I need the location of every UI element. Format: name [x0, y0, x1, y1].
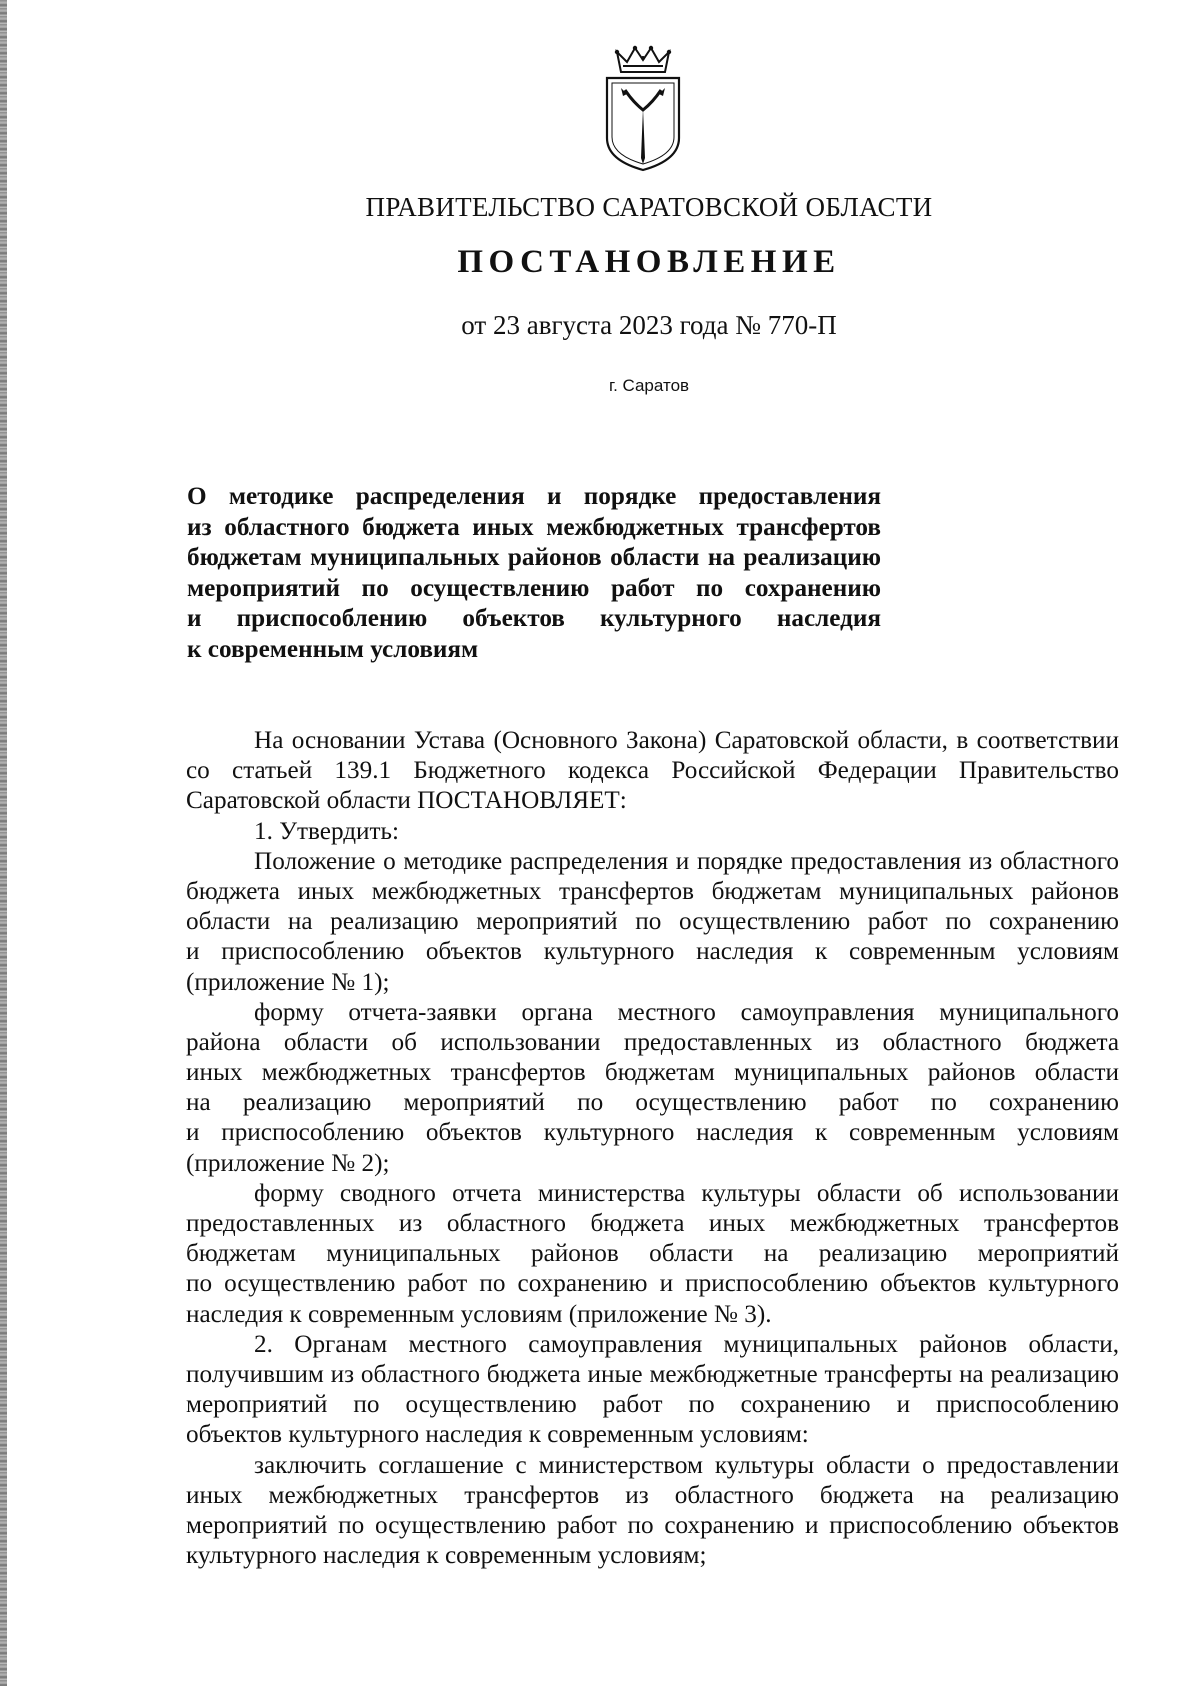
subject-line: мероприятий по осуществлению работ по сохранению: [187, 574, 881, 602]
body-line: бюджетам муниципальных районов области на реализацию мероприятий: [186, 1240, 1119, 1268]
body-line: на реализацию мероприятий по осуществлению работ по сохранению: [186, 1089, 1119, 1117]
body-line: Положение о методике распределения и порядке предоставления из областного: [254, 847, 1119, 875]
body-line: предоставленных из областного бюджета иных межбюджетных трансфертов: [186, 1210, 1119, 1237]
body-line: мероприятий по осуществлению работ по сохранению и приспособлению: [186, 1391, 1119, 1419]
body-line: форму сводного отчета министерства культуры области об использовании: [254, 1179, 1119, 1207]
issuer-heading: ПРАВИТЕЛЬСТВО САРАТОВСКОЙ ОБЛАСТИ: [365, 192, 933, 222]
document-body: [186, 726, 1119, 1571]
body-line: со статьей 139.1 Бюджетного кодекса Российской Федерации Правительство: [186, 757, 1119, 785]
subject-line: и приспособлению объектов культурного наследия: [187, 605, 881, 632]
body-line: Саратовской области ПОСТАНОВЛЯЕТ:: [186, 787, 627, 815]
body-line: культурного наследия к современным условиям;: [186, 1542, 707, 1570]
body-line: по осуществлению работ по сохранению и приспособлению объектов культурного: [186, 1270, 1119, 1298]
body-line: области на реализацию мероприятий по осуществлению работ по сохранению: [186, 908, 1119, 936]
document-type-title: ПОСТАНОВЛЕНИЕ: [457, 244, 841, 280]
body-line: На основании Устава (Основного Закона) Саратовской области, в соответствии: [254, 727, 1119, 754]
body-line: наследия к современным условиям (приложение № 3).: [186, 1300, 772, 1328]
subject-line: О методике распределения и порядке предоставления: [187, 483, 881, 510]
saratov-coat-of-arms-icon: [603, 42, 683, 174]
subject-line: к современным условиям: [187, 635, 479, 663]
body-line: заключить соглашение с министерством культуры области о предоставлении: [254, 1451, 1119, 1479]
body-line: 1. Утвердить:: [254, 817, 400, 845]
subject-line: из областного бюджета иных межбюджетных трансфертов: [187, 513, 881, 541]
document-subject: [187, 482, 881, 665]
body-line: района области об использовании предоставленных из областного бюджета: [186, 1028, 1119, 1056]
body-line: объектов культурного наследия к современным условиям:: [186, 1421, 809, 1449]
body-line: (приложение № 1);: [186, 968, 390, 996]
date-and-number: от 23 августа 2023 года № 770-П: [461, 310, 837, 340]
body-line: иных межбюджетных трансфертов бюджетам муниципальных районов области: [186, 1059, 1119, 1087]
body-line: и приспособлению объектов культурного наследия к современным условиям: [186, 938, 1119, 966]
body-line: 2. Органам местного самоуправления муниципальных районов области,: [254, 1330, 1119, 1358]
body-line: форму отчета-заявки органа местного самоуправления муниципального: [254, 998, 1119, 1026]
body-line: получившим из областного бюджета иные межбюджетные трансферты на реализацию: [186, 1360, 1119, 1388]
body-line: мероприятий по осуществлению работ по сохранению и приспособлению объектов: [186, 1511, 1119, 1539]
body-line: иных межбюджетных трансфертов из областного бюджета на реализацию: [186, 1481, 1119, 1509]
body-line: бюджета иных межбюджетных трансфертов бюджетам муниципальных районов: [186, 877, 1119, 905]
place-of-issue: г. Саратов: [608, 376, 690, 395]
body-line: (приложение № 2);: [186, 1149, 390, 1177]
body-line: и приспособлению объектов культурного наследия к современным условиям: [186, 1119, 1119, 1147]
subject-line: бюджетам муниципальных районов области на реализацию: [187, 544, 881, 571]
